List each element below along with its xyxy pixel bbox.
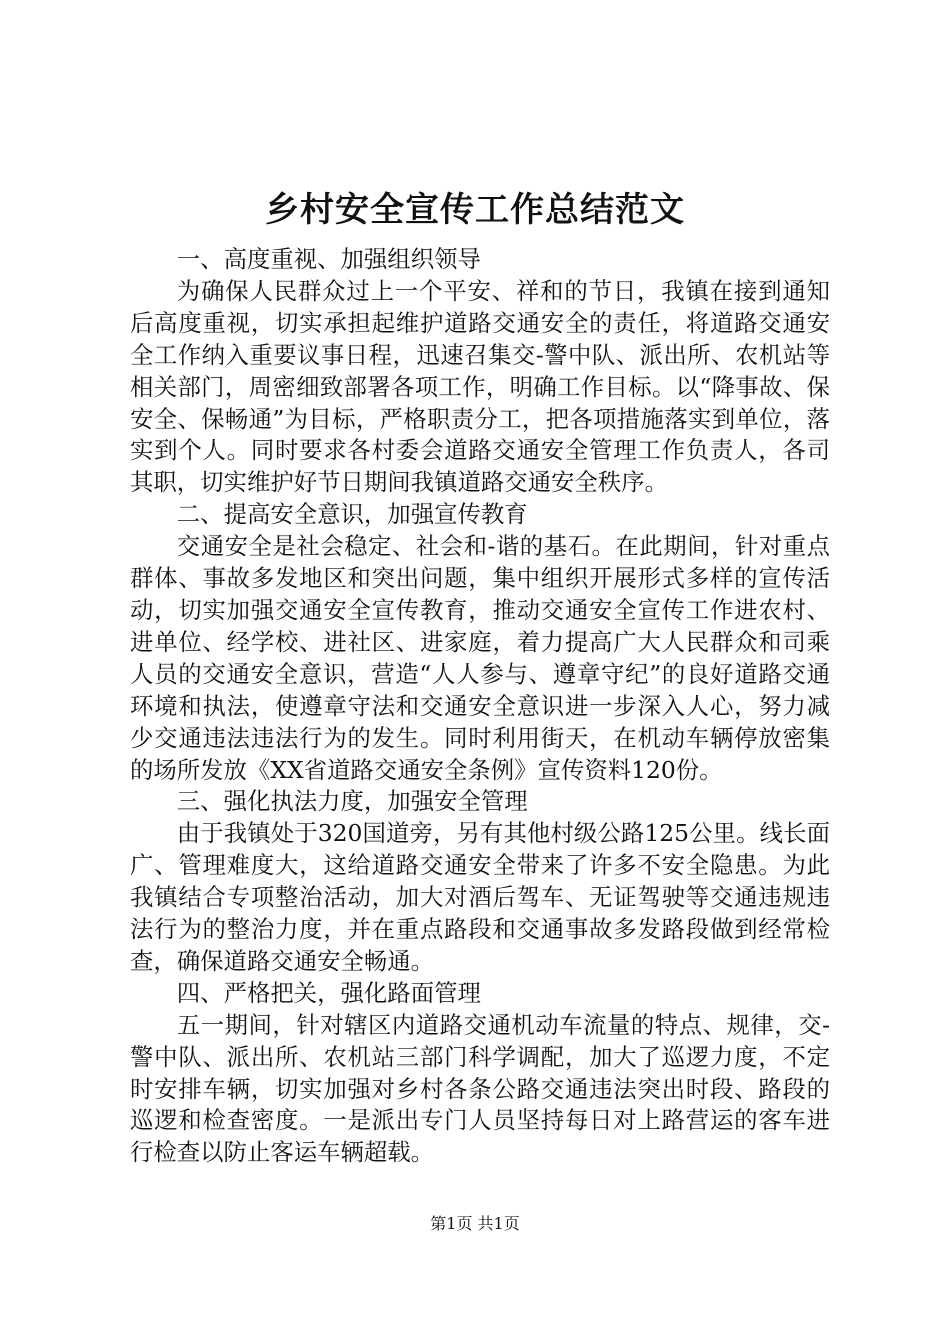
section-heading: 二、提高安全意识，加强宣传教育	[176, 500, 528, 529]
body-paragraph: 由于我镇处于320国道旁，另有其他村级公路125公里。线长面广、管理难度大，这给道路交通安全带来了许多不安全隐患。为此我镇结合专项整治活动，加大对酒后驾车、无证驾驶等交通违规违法行为的整治力度，并在重点路段和交通事故多发路段做到经常检查，确保道路交通安全畅通。	[130, 819, 830, 975]
body-paragraph: 五一期间，针对辖区内道路交通机动车流量的特点、规律，交-警中队、派出所、农机站三部门科学调配，加大了巡逻力度，不定时安排车辆，切实加强对乡村各条公路交通违法突出时段、路段的巡逻和检查密度。一是派出专门人员坚持每日对上路营运的客车进行检查以防止客运车辆超载。	[130, 1010, 830, 1167]
section-heading: 四、严格把关，强化路面管理	[176, 978, 481, 1007]
body-paragraph: 为确保人民群众过上一个平安、祥和的节日，我镇在接到通知后高度重视，切实承担起维护道路交通安全的责任，将道路交通安全工作纳入重要议事日程，迅速召集交-警中队、派出所、农机站等相关部门，周密细致部署各项工作，明确工作目标。以“降事故、保安全、保畅通”为目标，严格职责分工，把各项措施落实到单位，落实到个人。同时要求各村委会道路交通安全管理工作负责人，各司其职，切实维护好节日期间我镇道路交通安全秩序。	[130, 276, 830, 497]
document-title: 乡村安全宣传工作总结范文	[265, 190, 685, 230]
page-number-footer: 第1页 共1页	[430, 1214, 520, 1233]
section-heading: 三、强化执法力度，加强安全管理	[176, 787, 528, 816]
section-heading: 一、高度重视、加强组织领导	[176, 245, 481, 273]
body-paragraph: 交通安全是社会稳定、社会和-谐的基石。在此期间，针对重点群体、事故多发地区和突出问题，集中组织开展形式多样的宣传活动，切实加强交通安全宣传教育，推动交通安全宣传工作进农村、进单位、经学校、进社区、进家庭，着力提高广大人民群众和司乘人员的交通安全意识，营造“人人参与、遵章守纪”的良好道路交通环境和执法，使遵章守法和交通安全意识进一步深入人心，努力减少交通违法违法行为的发生。同时利用街天，在机动车辆停放密集的场所发放《XX省道路交通安全条例》宣传资料120份。	[130, 532, 830, 784]
document-body	[130, 244, 830, 1169]
